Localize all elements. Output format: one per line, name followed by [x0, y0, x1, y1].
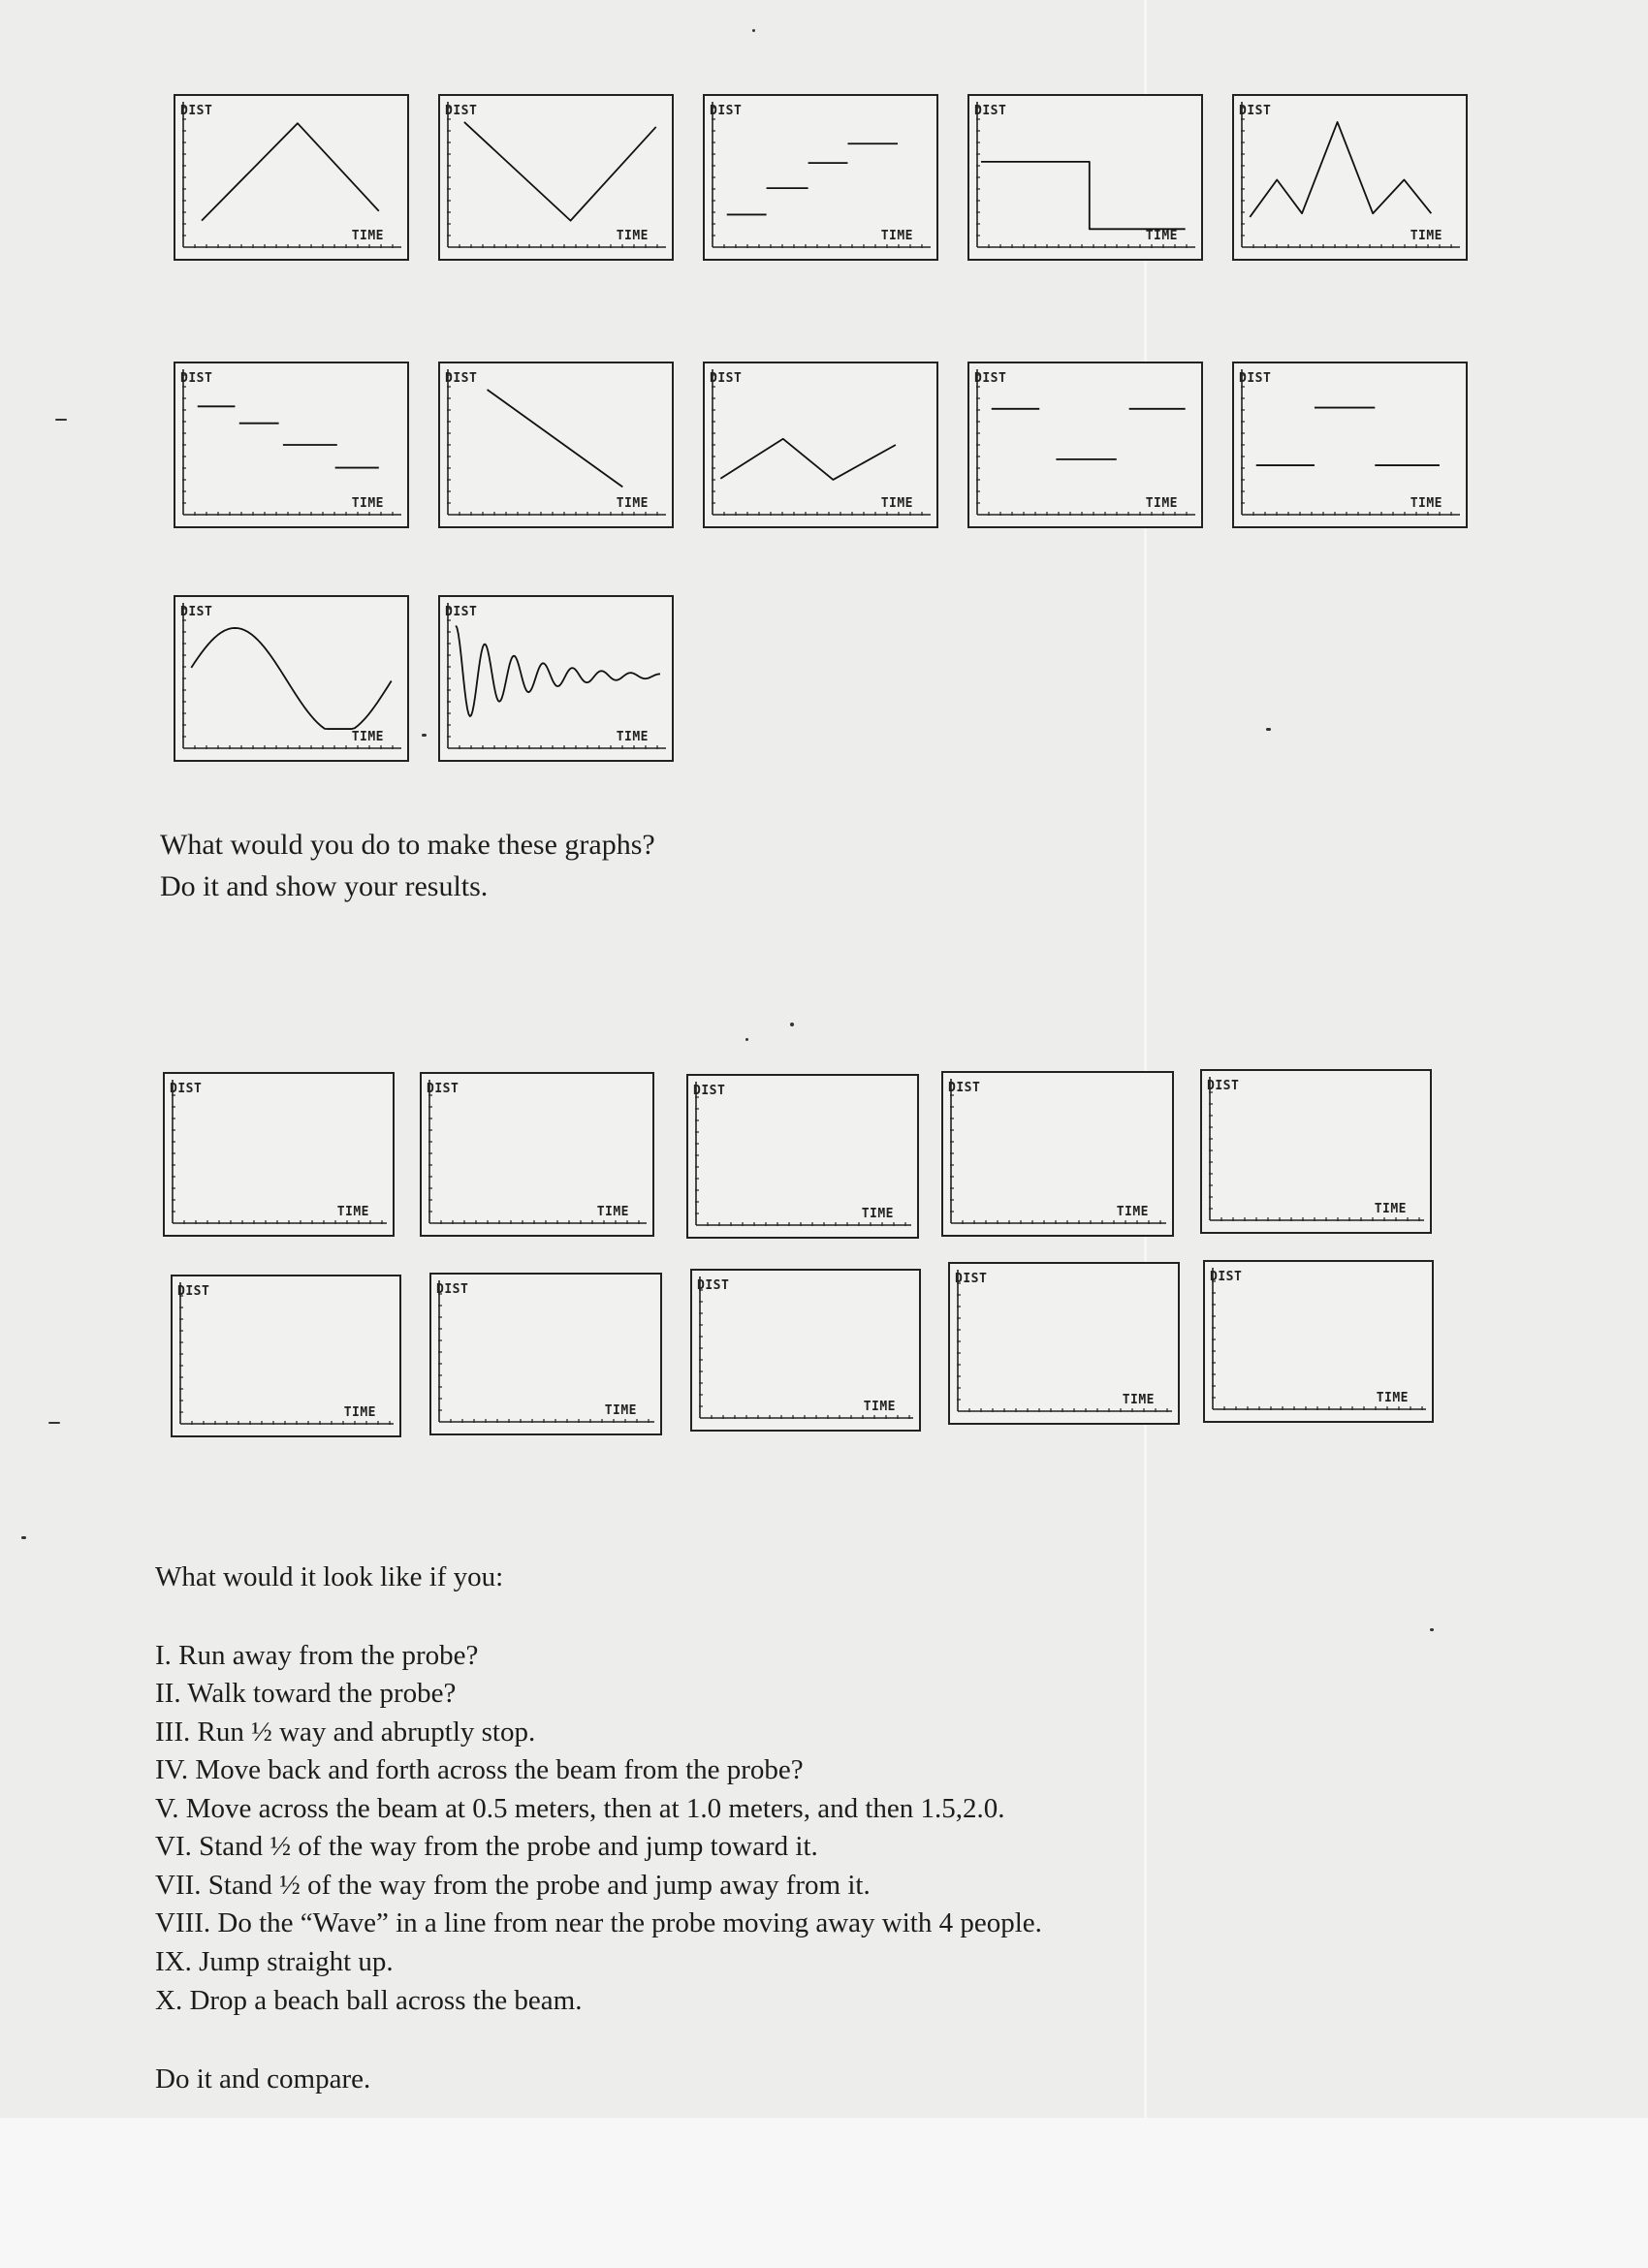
x-axis-label: TIME [343, 1405, 376, 1420]
blank-graph [948, 1262, 1180, 1425]
graph-trace [191, 628, 391, 729]
graph-trace [1250, 122, 1431, 217]
y-axis-label: DIST [948, 1081, 981, 1095]
blank-graph [686, 1074, 919, 1239]
x-axis-label: TIME [1145, 229, 1178, 243]
scan-margin [0, 2118, 1648, 2268]
y-axis-label: DIST [1239, 104, 1272, 118]
question-item: VII. Stand ½ of the way from the probe and jump away from it. [155, 1870, 871, 1901]
scan-speck [1430, 1628, 1434, 1631]
graph-trace [464, 122, 656, 221]
scan-speck [745, 1038, 748, 1041]
question-item: V. Move across the beam at 0.5 meters, then at 1.0 meters, and then 1.5,2.0. [155, 1793, 1005, 1824]
scan-speck [1266, 728, 1271, 731]
x-axis-label: TIME [880, 496, 913, 511]
question-item: III. Run ½ way and abruptly stop. [155, 1717, 536, 1748]
y-axis-label: DIST [180, 371, 213, 386]
closing-instruction: Do it and compare. [155, 2063, 371, 2095]
graph-trace [202, 123, 379, 220]
y-axis-label: DIST [974, 371, 1007, 386]
y-axis-label: DIST [177, 1284, 210, 1299]
question-item: VIII. Do the “Wave” in a line from near the probe moving away with 4 people. [155, 1907, 1042, 1938]
x-axis-label: TIME [1410, 496, 1442, 511]
graph-trace [720, 439, 896, 480]
blank-graph [420, 1072, 654, 1237]
y-axis-label: DIST [955, 1272, 988, 1286]
blank-graph [163, 1072, 395, 1237]
y-axis-label: DIST [436, 1282, 469, 1297]
x-axis-label: TIME [351, 496, 384, 511]
y-axis-label: DIST [1239, 371, 1272, 386]
y-axis-label: DIST [427, 1082, 460, 1096]
blank-graph [171, 1275, 401, 1437]
example-graph-sine-wave [174, 595, 409, 762]
scan-speck [48, 1422, 60, 1424]
example-graph-zigzag-peaks [1232, 94, 1468, 261]
blank-graph [1200, 1069, 1432, 1234]
question-item: I. Run away from the probe? [155, 1640, 479, 1671]
prompt-line-1: What would you do to make these graphs? [160, 829, 655, 861]
blank-graph [1203, 1260, 1434, 1423]
y-axis-label: DIST [170, 1082, 203, 1096]
y-axis-label: DIST [710, 371, 743, 386]
y-axis-label: DIST [445, 605, 478, 619]
x-axis-label: TIME [880, 229, 913, 243]
x-axis-label: TIME [1122, 1393, 1155, 1407]
x-axis-label: TIME [616, 229, 649, 243]
example-graph-falling-steps [174, 362, 409, 528]
x-axis-label: TIME [604, 1403, 637, 1418]
x-axis-label: TIME [1374, 1202, 1407, 1216]
y-axis-label: DIST [1207, 1079, 1240, 1093]
y-axis-label: DIST [1210, 1270, 1243, 1284]
question-item: II. Walk toward the probe? [155, 1678, 457, 1709]
scan-speck [790, 1023, 794, 1026]
question-item: X. Drop a beach ball across the beam. [155, 1985, 583, 2016]
x-axis-label: TIME [861, 1207, 894, 1221]
blank-graph [690, 1269, 921, 1432]
x-axis-label: TIME [1116, 1205, 1149, 1219]
scan-speck [21, 1536, 26, 1539]
example-graph-damped-oscillation [438, 595, 674, 762]
example-graph-high-low-high [967, 362, 1203, 528]
x-axis-label: TIME [351, 229, 384, 243]
scan-speck [752, 29, 755, 32]
example-graph-high-drop [967, 94, 1203, 261]
x-axis-label: TIME [1145, 496, 1178, 511]
y-axis-label: DIST [445, 371, 478, 386]
graph-trace [456, 625, 660, 716]
x-axis-label: TIME [1376, 1391, 1409, 1405]
y-axis-label: DIST [693, 1084, 726, 1098]
y-axis-label: DIST [445, 104, 478, 118]
example-graph-linear-decrease [438, 362, 674, 528]
x-axis-label: TIME [336, 1205, 369, 1219]
example-graph-low-high-low [1232, 362, 1468, 528]
question-item: IX. Jump straight up. [155, 1946, 394, 1977]
graph-trace [488, 390, 623, 487]
question-item: VI. Stand ½ of the way from the probe and jump toward it. [155, 1831, 818, 1862]
x-axis-label: TIME [616, 730, 649, 744]
x-axis-label: TIME [351, 730, 384, 744]
y-axis-label: DIST [180, 104, 213, 118]
blank-graph [429, 1273, 662, 1435]
scan-speck [422, 734, 427, 737]
y-axis-label: DIST [710, 104, 743, 118]
x-axis-label: TIME [863, 1400, 896, 1414]
x-axis-label: TIME [616, 496, 649, 511]
prompt-line-2: Do it and show your results. [160, 870, 489, 902]
example-graph-valley [438, 94, 674, 261]
y-axis-label: DIST [974, 104, 1007, 118]
y-axis-label: DIST [697, 1278, 730, 1293]
question-item: IV. Move back and forth across the beam from the probe? [155, 1754, 804, 1785]
example-graph-peak [174, 94, 409, 261]
example-graph-rising-steps [703, 94, 938, 261]
x-axis-label: TIME [596, 1205, 629, 1219]
x-axis-label: TIME [1410, 229, 1442, 243]
y-axis-label: DIST [180, 605, 213, 619]
graph-trace [981, 162, 1186, 229]
example-graph-small-zigzag [703, 362, 938, 528]
questions-heading: What would it look like if you: [155, 1561, 504, 1592]
scan-fold-line [1144, 0, 1147, 2118]
scan-speck [55, 419, 67, 421]
blank-graph [941, 1071, 1174, 1237]
